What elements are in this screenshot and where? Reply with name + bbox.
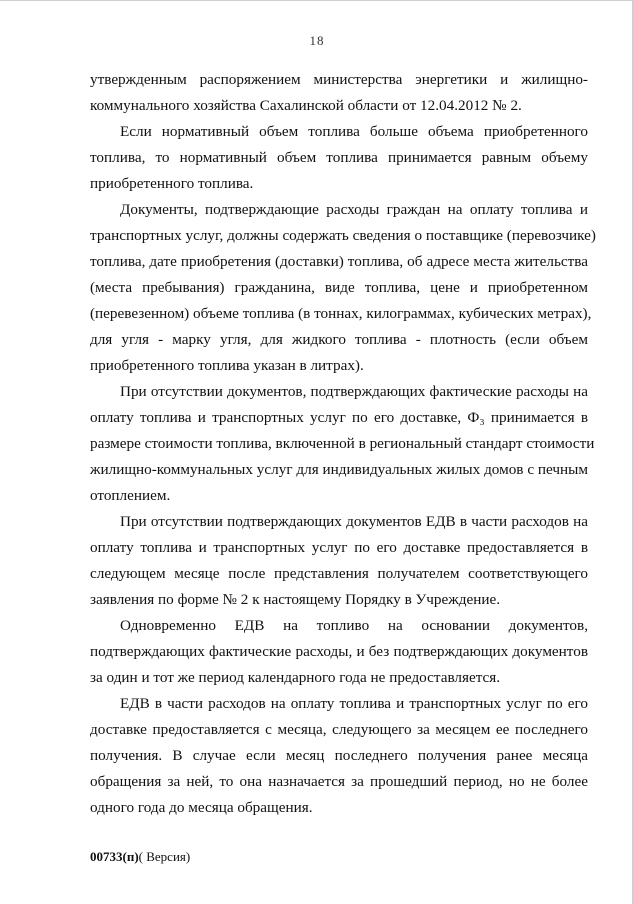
text-line: ЕДВ в части расходов на оплату топлива и транспортных услуг по его xyxy=(120,695,588,712)
text-line: одного года до месяца обращения. xyxy=(90,799,313,816)
text-line: оплату топлива и транспортных услуг по его доставке предоставляется в xyxy=(90,539,588,556)
text-line: оплату топлива и транспортных услуг по его доставке, Ф₃ принимается в xyxy=(90,409,588,426)
text-line: Документы, подтверждающие расходы граждан на оплату топлива и xyxy=(120,201,588,218)
text-line: заявления по форме № 2 к настоящему Порядку в Учреждение. xyxy=(90,591,501,608)
text-line: приобретенного топлива. xyxy=(90,175,254,192)
text-line: доставке предоставляется с месяца, следующего за месяцем ее последнего xyxy=(90,721,588,738)
page-number: 18 xyxy=(309,33,325,48)
text-line: транспортных услуг, должны содержать сведения о поставщике (перевозчике) xyxy=(90,227,596,244)
text-line: Если нормативный объем топлива больше объема приобретенного xyxy=(120,123,588,140)
document-footer xyxy=(90,849,190,865)
text-line: приобретенного топлива указан в литрах). xyxy=(90,357,364,374)
text-line: для угля - марку угля, для жидкого топлива - плотность (если объем xyxy=(90,331,588,348)
text-line: (места пребывания) гражданина, виде топлива, цене и приобретенном xyxy=(90,279,588,296)
text-line: топлива, то нормативный объем топлива принимается равным объему xyxy=(90,149,588,166)
text-line: отоплением. xyxy=(90,487,171,504)
text-line: (перевезенном) объеме топлива (в тоннах, килограммах, кубических метрах), xyxy=(90,305,592,322)
text-line: коммунального хозяйства Сахалинской области от 12.04.2012 № 2. xyxy=(90,97,522,114)
text-line: При отсутствии подтверждающих документов ЕДВ в части расходов на xyxy=(120,513,588,530)
document-version: ( Версия) xyxy=(138,849,191,864)
text-line: жилищно-коммунальных услуг для индивидуальных жилых домов с печным xyxy=(90,461,588,478)
text-line: за один и тот же период календарного года не предоставляется. xyxy=(90,669,501,686)
text-line: подтверждающих фактические расходы, и без подтверждающих документов xyxy=(90,643,588,660)
text-line: получения. В случае если месяц последнего получения ранее месяца xyxy=(90,747,588,764)
text-line: Одновременно ЕДВ на топливо на основании документов, xyxy=(120,617,588,634)
document-code: 00733(п) xyxy=(90,849,139,864)
text-line: утвержденным распоряжением министерства энергетики и жилищно- xyxy=(90,71,588,88)
text-line: обращения за ней, то она назначается за прошедший период, но не более xyxy=(90,773,588,790)
text-line: следующем месяце после представления получателем соответствующего xyxy=(90,565,588,582)
text-line: размере стоимости топлива, включенной в региональный стандарт стоимости xyxy=(90,435,595,452)
scan-edge-top xyxy=(0,0,634,1)
text-line: При отсутствии документов, подтверждающих фактические расходы на xyxy=(120,383,588,400)
text-line: топлива, дате приобретения (доставки) топлива, об адресе места жительства xyxy=(90,253,588,270)
